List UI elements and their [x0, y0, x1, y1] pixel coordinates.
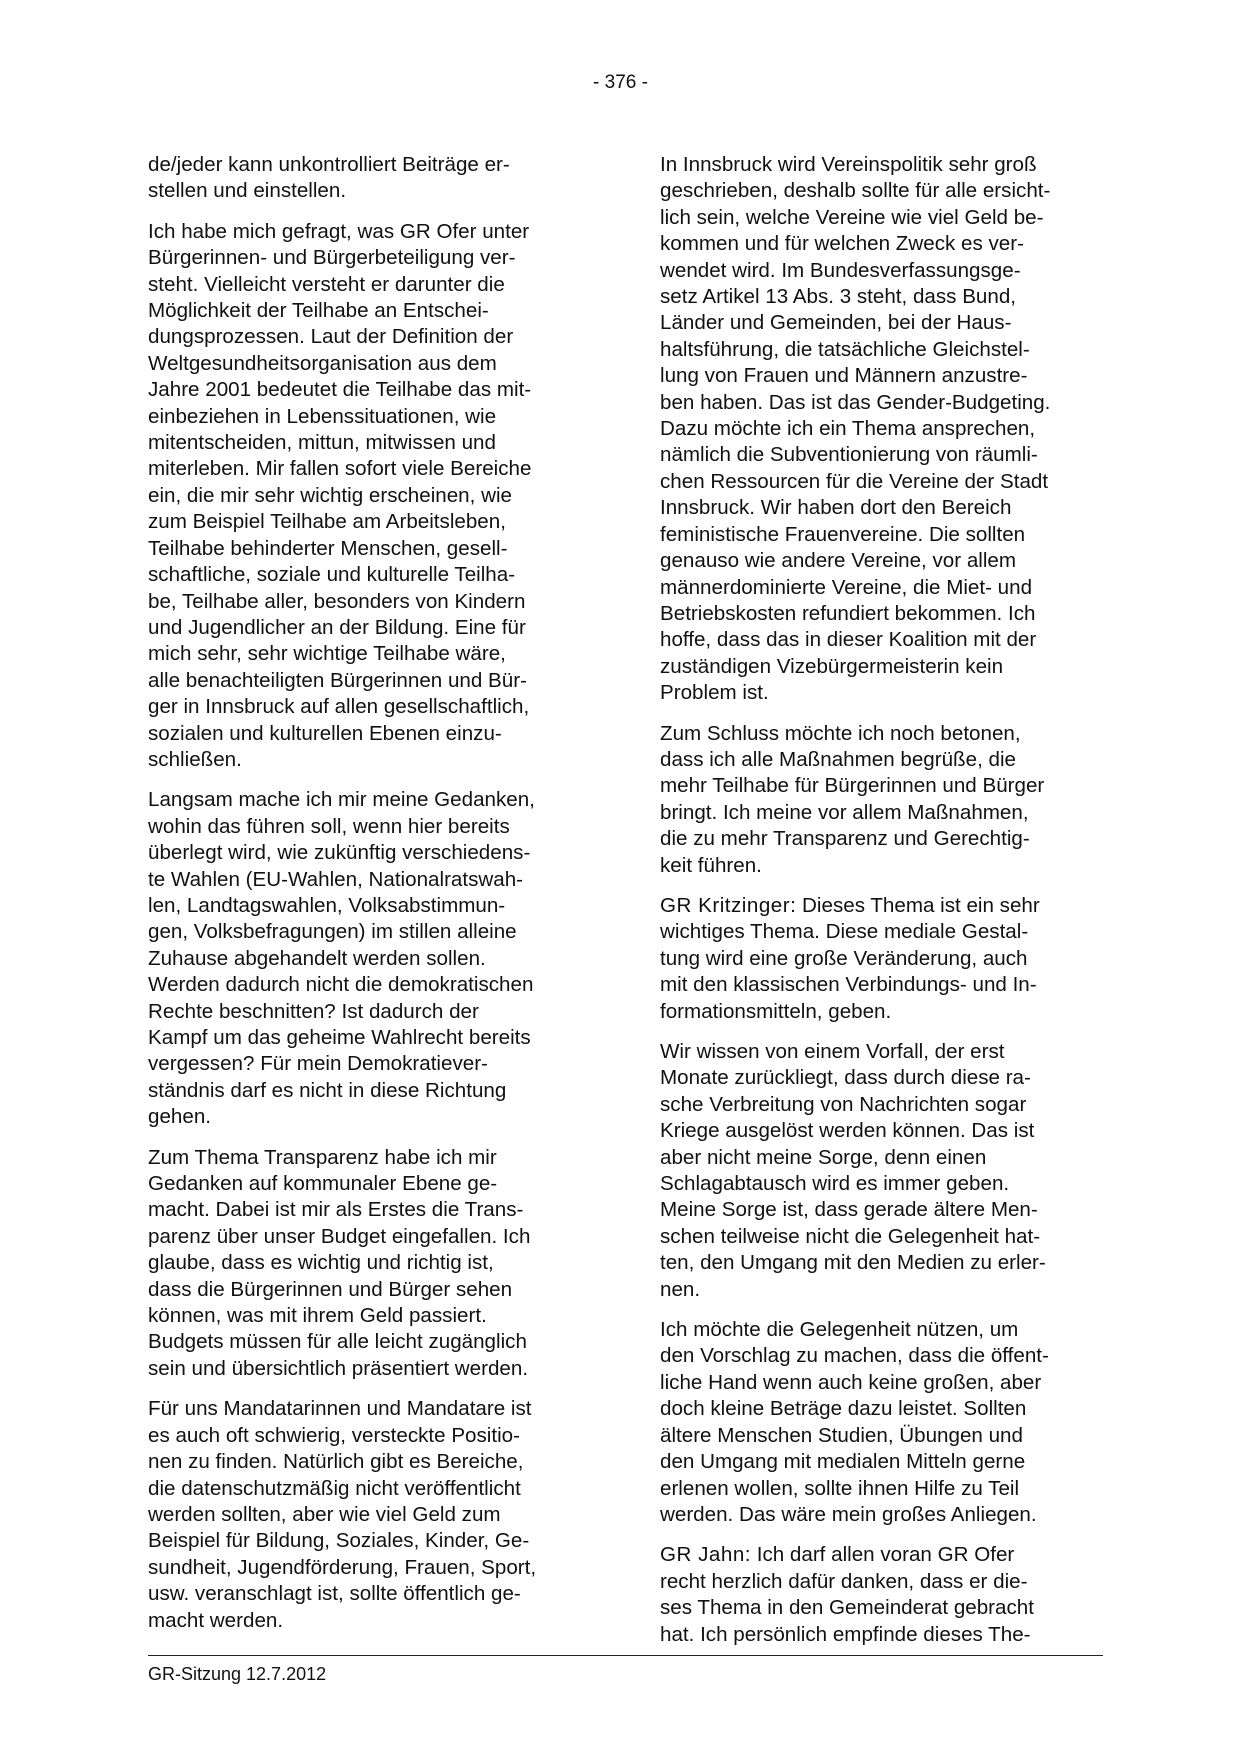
text-line: ses Thema in den Gemeinderat gebracht: [660, 1596, 1034, 1620]
text-line: gen, Volksbefragungen) im stillen alleine: [148, 920, 517, 944]
text-line: ben haben. Das ist das Gender-Budgeting.: [660, 390, 1051, 414]
text-line: dass die Bürgerinnen und Bürger sehen: [148, 1277, 513, 1301]
text-line: Budgets müssen für alle leicht zugänglich: [148, 1330, 527, 1354]
text-line: ältere Menschen Studien, Übungen und: [660, 1423, 1023, 1447]
text-line: te Wahlen (EU-Wahlen, Nationalratswah-: [148, 867, 524, 891]
text-line: hoffe, dass das in dieser Koalition mit der: [660, 628, 1037, 652]
text-line: aber nicht meine Sorge, denn einen: [660, 1145, 987, 1169]
text-line: Länder und Gemeinden, bei der Haus-: [660, 311, 1012, 335]
text-line: lung von Frauen und Männern anzustre-: [660, 364, 1028, 388]
paragraph: [148, 152, 588, 205]
text-line: Langsam mache ich mir meine Gedanken,: [148, 788, 535, 812]
text-line: tung wird eine große Veränderung, auch: [660, 946, 1028, 970]
text-line: Gedanken auf kommunaler Ebene ge-: [148, 1172, 498, 1196]
text-line: [660, 893, 1100, 919]
text-line: feministische Frauenvereine. Die sollten: [660, 522, 1026, 546]
text-line: Ich habe mich gefragt, was GR Ofer unter: [148, 219, 530, 243]
paragraph: [148, 787, 588, 1130]
text-line: männerdominierte Vereine, die Miet- und: [660, 575, 1033, 599]
text-line: Dazu möchte ich ein Thema ansprechen,: [660, 417, 1036, 441]
text-line: macht. Dabei ist mir als Erstes die Trans-: [148, 1198, 524, 1222]
text-line: vergessen? Für mein Demokratiever-: [148, 1052, 488, 1076]
text-line: miterleben. Mir fallen sofort viele Bereiche: [148, 457, 532, 481]
text-line: liche Hand wenn auch keine großen, aber: [660, 1370, 1042, 1394]
text-line: wendet wird. Im Bundesverfassungsge-: [660, 258, 1021, 282]
text-line: nämlich die Subventionierung von räumli-: [660, 443, 1038, 467]
paragraph: [660, 721, 1100, 879]
text-line: Jahre 2001 bedeutet die Teilhabe das mit-: [148, 378, 532, 402]
paragraph: [660, 152, 1100, 707]
text-line: zum Beispiel Teilhabe am Arbeitsleben,: [148, 510, 506, 534]
text-line: Bürgerinnen- und Bürgerbeteiligung ver-: [148, 246, 516, 270]
text-line: formationsmitteln, geben.: [660, 999, 892, 1023]
text-line: Rechte beschnitten? Ist dadurch der: [148, 999, 479, 1023]
text-line: wichtiges Thema. Diese mediale Gestal-: [660, 920, 1029, 944]
speaker-text: Dieses Thema ist ein sehr: [796, 893, 1040, 917]
text-line: haltsführung, die tatsächliche Gleichstel-: [660, 337, 1030, 361]
text-line: den Vorschlag zu machen, dass die öffent-: [660, 1344, 1049, 1368]
text-line: mit den klassischen Verbindungs- und In-: [660, 973, 1037, 997]
text-line: Kampf um das geheime Wahlrecht bereits: [148, 1026, 531, 1049]
text-line: die zu mehr Transparenz und Gerechtig-: [660, 827, 1030, 851]
text-line: mehr Teilhabe für Bürgerinnen und Bürger: [660, 774, 1045, 798]
text-line: sein und übersichtlich präsentiert werden.: [148, 1356, 529, 1380]
footer-session-date: GR-Sitzung 12.7.2012: [148, 1664, 327, 1684]
text-line: sozialen und kulturellen Ebenen einzu-: [148, 721, 502, 745]
left-column: [148, 152, 588, 1648]
text-line: chen Ressourcen für die Vereine der Stadt: [660, 469, 1049, 493]
paragraph: [148, 219, 588, 774]
text-line: macht werden.: [148, 1608, 284, 1632]
text-line: werden sollten, aber wie viel Geld zum: [148, 1502, 501, 1526]
text-line: nen zu finden. Natürlich gibt es Bereiche,: [148, 1450, 524, 1474]
text-line: ständnis darf es nicht in diese Richtung: [148, 1078, 507, 1102]
text-line: dungsprozessen. Laut der Definition der: [148, 325, 514, 349]
text-line: genauso wie andere Vereine, vor allem: [660, 549, 1017, 573]
text-line: Meine Sorge ist, dass gerade ältere Men-: [660, 1198, 1038, 1222]
text-line: und Jugendlicher an der Bildung. Eine für: [148, 615, 526, 639]
text-line: Möglichkeit der Teilhabe an Entschei-: [148, 299, 489, 323]
text-line: Zuhause abgehandelt werden sollen.: [148, 946, 486, 970]
text-line: usw. veranschlagt ist, sollte öffentlich ge-: [148, 1582, 521, 1606]
text-line: schaftliche, soziale und kulturelle Teilha-: [148, 563, 516, 587]
text-line: werden. Das wäre mein großes Anliegen.: [660, 1502, 1037, 1526]
text-line: Schlagabtausch wird es immer geben.: [660, 1172, 1010, 1196]
text-line: Kriege ausgelöst werden können. Das ist: [660, 1119, 1035, 1143]
text-line: Teilhabe behinderter Menschen, gesell-: [148, 536, 508, 560]
text-line: alle benachteiligten Bürgerinnen und Bür-: [148, 668, 527, 692]
text-line: len, Landtagswahlen, Volksabstimmun-: [148, 893, 506, 917]
text-line: Innsbruck. Wir haben dort den Bereich: [660, 496, 1012, 520]
text-line: lich sein, welche Vereine wie viel Geld be-: [660, 205, 1044, 229]
text-line: Betriebskosten refundiert bekommen. Ich: [660, 601, 1036, 625]
page-number: - 376 -: [593, 72, 648, 93]
text-line: In Innsbruck wird Vereinspolitik sehr groß: [660, 153, 1037, 176]
text-line: hat. Ich persönlich empfinde dieses The-: [660, 1622, 1031, 1646]
text-line: Weltgesundheitsorganisation aus dem: [148, 351, 497, 375]
speaker-name: GR Kritzinger:: [660, 893, 797, 917]
text-line: Problem ist.: [660, 681, 769, 705]
text-line: de/jeder kann unkontrolliert Beiträge er-: [148, 153, 510, 176]
text-line: einbeziehen in Lebenssituationen, wie: [148, 404, 497, 428]
text-line: können, was mit ihrem Geld passiert.: [148, 1304, 487, 1328]
text-line: be, Teilhabe aller, besonders von Kindern: [148, 589, 526, 613]
text-line: Werden dadurch nicht die demokratischen: [148, 973, 534, 997]
text-line: ger in Innsbruck auf allen gesellschaftlich,: [148, 695, 530, 719]
text-line: bringt. Ich meine vor allem Maßnahmen,: [660, 800, 1029, 824]
text-line: Ich möchte die Gelegenheit nützen, um: [660, 1318, 1019, 1342]
paragraph: [148, 1396, 588, 1634]
text-line: Zum Thema Transparenz habe ich mir: [148, 1145, 497, 1169]
text-line: sundheit, Jugendförderung, Frauen, Sport,: [148, 1555, 537, 1579]
text-line: glaube, dass es wichtig und richtig ist,: [148, 1251, 494, 1275]
text-line: kommen und für welchen Zweck es ver-: [660, 232, 1024, 256]
speaker-text: Ich darf allen voran GR Ofer: [751, 1543, 1015, 1567]
text-line: mitentscheiden, mittun, mitwissen und: [148, 431, 496, 455]
text-line: stellen und einstellen.: [148, 179, 347, 203]
text-line: steht. Vielleicht versteht er darunter die: [148, 272, 505, 296]
right-column: [660, 152, 1100, 1662]
speaker-name: GR Jahn:: [660, 1543, 751, 1567]
text-line: ein, die mir sehr wichtig erscheinen, wie: [148, 483, 512, 507]
text-line: Beispiel für Bildung, Soziales, Kinder, Ge-: [148, 1529, 530, 1553]
text-line: mich sehr, sehr wichtige Teilhabe wäre,: [148, 642, 506, 666]
text-line: Monate zurückliegt, dass durch diese ra-: [660, 1066, 1031, 1090]
text-line: doch kleine Beträge dazu leistet. Sollten: [660, 1397, 1027, 1421]
footer-divider: [148, 1655, 1103, 1656]
text-line: sche Verbreitung von Nachrichten sogar: [660, 1092, 1027, 1116]
text-line: parenz über unser Budget eingefallen. Ich: [148, 1224, 531, 1248]
text-line: geschrieben, deshalb sollte für alle ersicht-: [660, 179, 1051, 203]
text-line: die datenschutzmäßig nicht veröffentlicht: [148, 1476, 521, 1500]
paragraph: [660, 1542, 1100, 1648]
paragraph: [660, 1317, 1100, 1528]
text-line: Zum Schluss möchte ich noch betonen,: [660, 721, 1021, 745]
text-line: nen.: [660, 1277, 701, 1301]
text-line: Wir wissen von einem Vorfall, der erst: [660, 1040, 1005, 1063]
text-line: ten, den Umgang mit den Medien zu erler-: [660, 1251, 1046, 1275]
text-line: erlenen wollen, sollte ihnen Hilfe zu Teil: [660, 1476, 1020, 1500]
paragraph: [660, 893, 1100, 1025]
text-line: den Umgang mit medialen Mitteln gerne: [660, 1450, 1026, 1474]
text-line: setz Artikel 13 Abs. 3 steht, dass Bund,: [660, 285, 1017, 309]
text-line: schen teilweise nicht die Gelegenheit hat-: [660, 1224, 1041, 1248]
text-line: überlegt wird, wie zukünftig verschiedens-: [148, 841, 531, 865]
text-line: wohin das führen soll, wenn hier bereits: [148, 814, 510, 838]
text-line: recht herzlich dafür danken, dass er die-: [660, 1569, 1028, 1593]
text-line: gehen.: [148, 1105, 211, 1129]
text-line: dass ich alle Maßnahmen begrüße, die: [660, 747, 1017, 771]
paragraph: [660, 1039, 1100, 1303]
text-line: [660, 1542, 1100, 1568]
text-line: es auch oft schwierig, versteckte Positio-: [148, 1423, 520, 1447]
text-line: Für uns Mandatarinnen und Mandatare ist: [148, 1397, 532, 1421]
text-line: zuständigen Vizebürgermeisterin kein: [660, 654, 1004, 678]
text-line: schließen.: [148, 747, 242, 771]
text-line: keit führen.: [660, 853, 762, 877]
paragraph: [148, 1145, 588, 1383]
